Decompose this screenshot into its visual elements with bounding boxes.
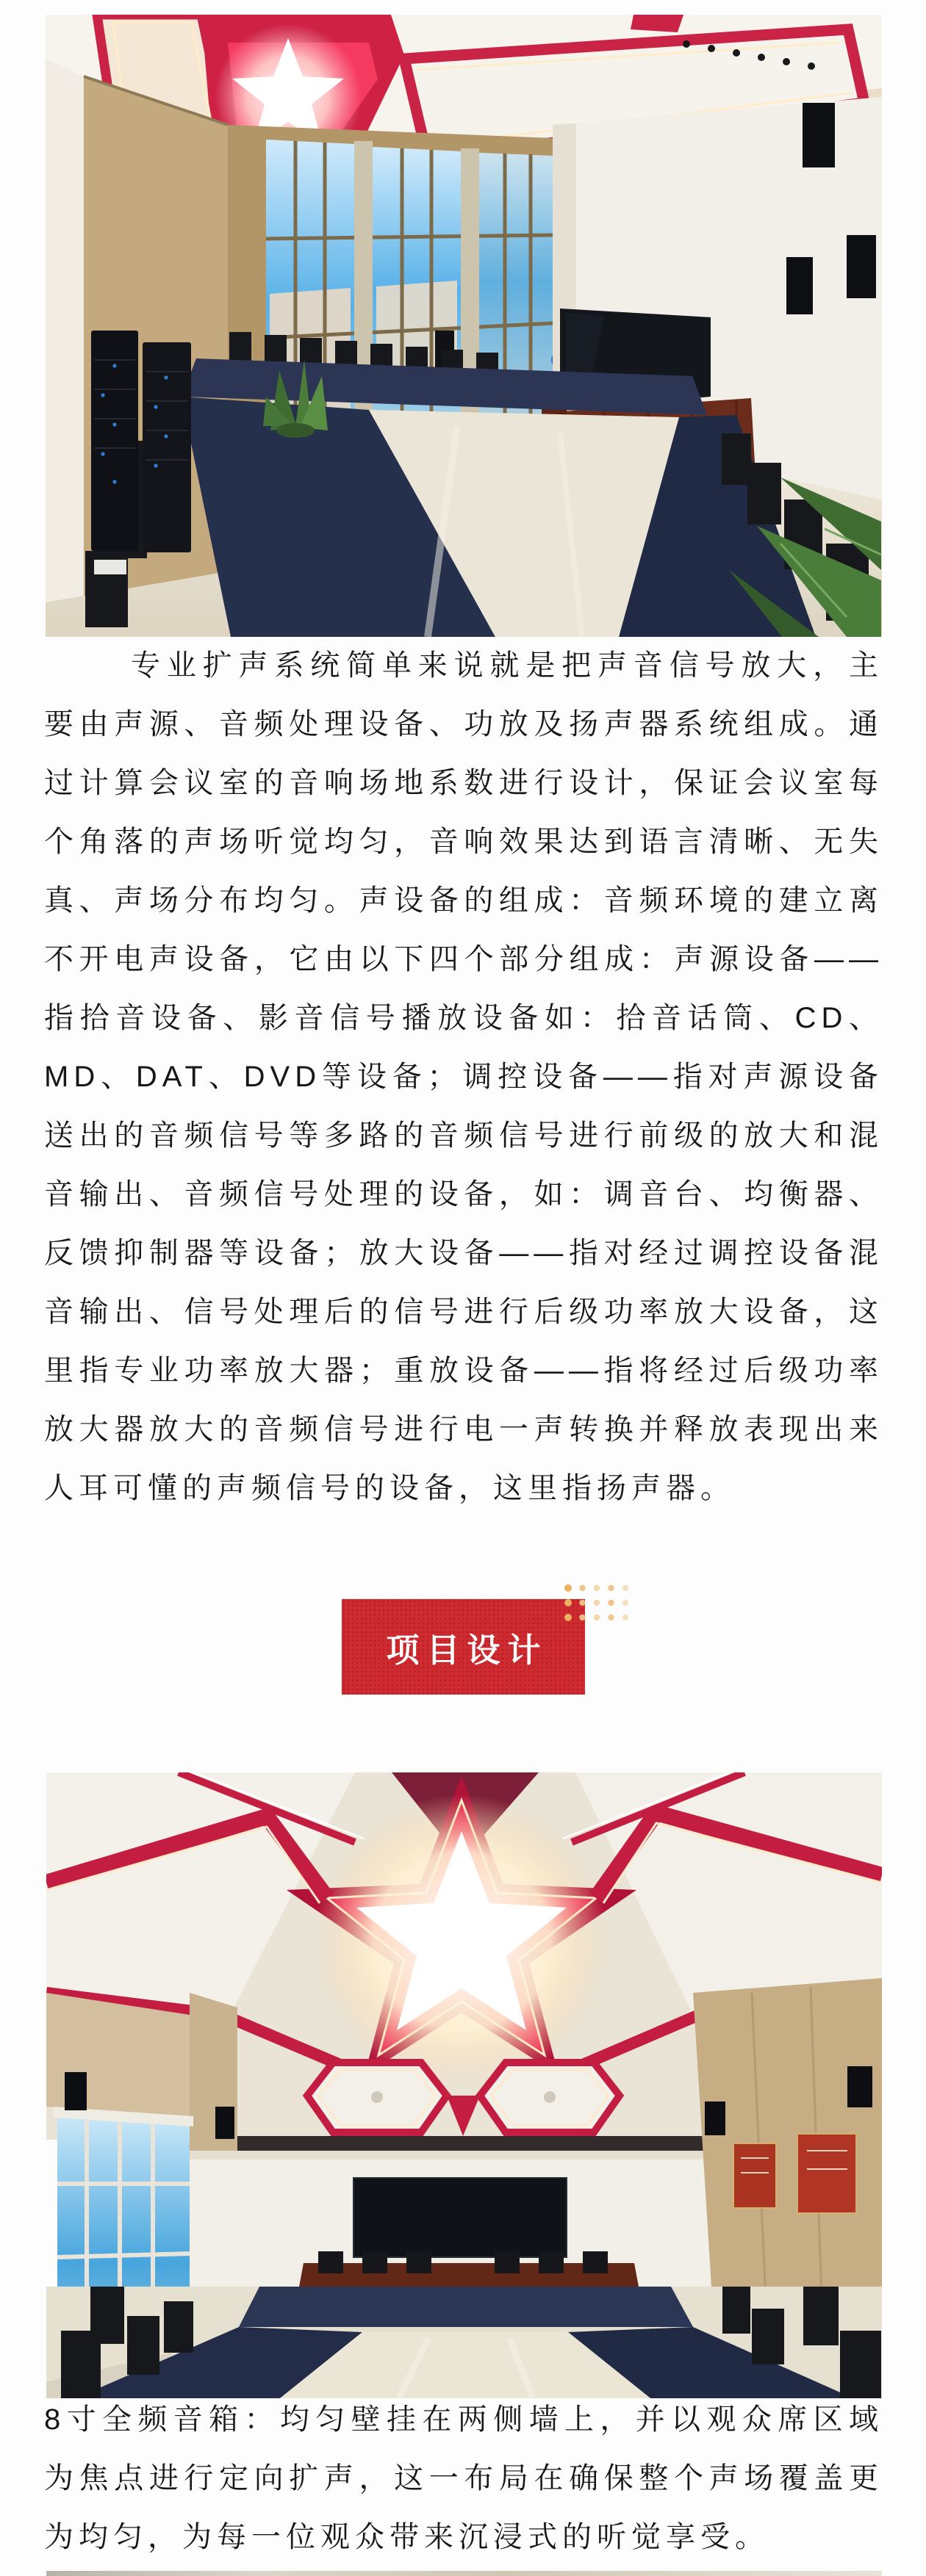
next-photo-sliver — [46, 2571, 882, 2576]
design-photo-illustration — [46, 1772, 882, 2398]
section-banner-label: 项目设计 — [386, 1631, 548, 1669]
speaker-paragraph: 8寸全频音箱：均匀壁挂在两侧墙上，并以观众席区域为焦点进行定向扩声，这一布局在确保整个声场覆盖更为均匀，为每一位观众带来沉浸式的听觉享受。 — [44, 2403, 883, 2553]
hero-photo-illustration — [46, 15, 882, 637]
hero-photo — [46, 15, 882, 637]
decor-dots-icon — [561, 1578, 634, 1623]
section-banner — [342, 1599, 585, 1695]
intro-paragraph: 专业扩声系统简单来说就是把声音信号放大，主要由声源、音频处理设备、功放及扬声器系统组成。通过计算会议室的音响场地系数进行设计，保证会议室每个角落的声场听觉均匀，音响效果达到语言清晰、无失真、声场分布均匀。声设备的组成：音频环境的建立离不开电声设备，它由以下四个部分组成：声源设备——指拾音设备、影音信号播放设备如：拾音话筒、CD、MD、DAT、DVD等设备；调控设备——指对声源设备送出的音频信号等多路的音频信号进行前级的放大和混音输出、音频信号处理的设备，如：调音台、均衡器、反馈抑制器等设备；放大设备——指对经过调控设备混音输出、信号处理后的信号进行后级功率放大设备，这里指专业功率放大器；重放设备——指将经过后级功率放大器放大的音频信号进行电一声转换并释放表现出来人耳可懂的声频信号的设备，这里指扬声器。 — [44, 649, 883, 1504]
design-photo — [46, 1772, 882, 2398]
